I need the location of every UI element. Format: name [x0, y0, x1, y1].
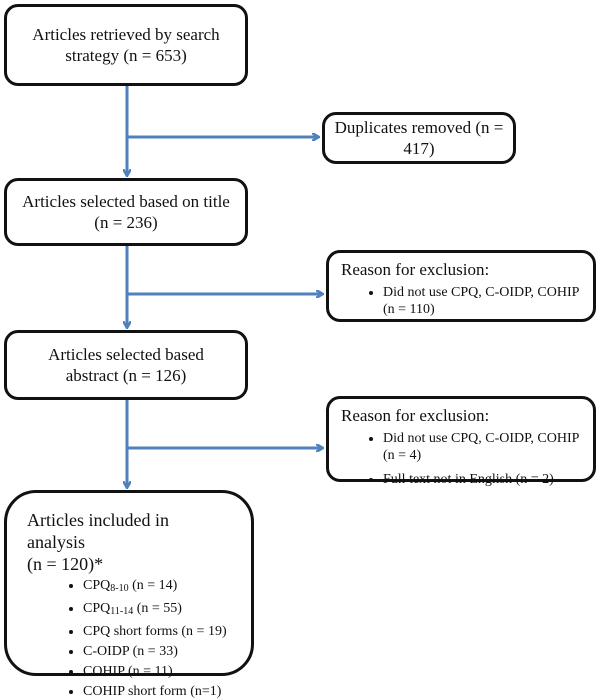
- box-text: Articles selected based on title: [22, 192, 230, 211]
- box-abstract: [4, 330, 248, 400]
- exclusion-item: • Full text not in English (n = 2): [383, 471, 581, 488]
- included-item: [83, 643, 231, 660]
- included-heading: Articles included in analysis: [27, 510, 169, 552]
- item-text: C-OIDP (n = 33): [83, 644, 178, 659]
- included-list: [27, 577, 231, 700]
- item-text: CPQ short forms (n = 19): [83, 624, 227, 639]
- item-text: COHIP short form (n=1): [83, 684, 222, 699]
- exclusion-heading: Reason for exclusion:: [341, 260, 490, 279]
- included-item: [83, 623, 231, 640]
- item-subscript: 8-10: [110, 583, 129, 594]
- included-count: (n = 120)*: [27, 554, 104, 574]
- item-subscript: 11-14: [110, 606, 134, 617]
- exclusion-item: • Did not use CPQ, C-OIDP, COHIP (n = 4): [383, 430, 581, 464]
- item-text: CPQ: [83, 578, 111, 593]
- item-text: COHIP (n = 11): [83, 664, 173, 679]
- box-text: abstract (n = 126): [65, 366, 187, 385]
- box-text: strategy (n = 653): [65, 46, 187, 65]
- box-duplicates: [322, 112, 516, 164]
- box-included: [4, 490, 254, 699]
- included-item: [83, 600, 231, 620]
- box-title: [4, 178, 248, 246]
- item-count: (n = 55): [133, 601, 182, 616]
- item-text: CPQ: [83, 601, 111, 616]
- included-item: [83, 663, 231, 680]
- included-item: [83, 577, 231, 597]
- box-text: Articles selected based: [48, 345, 204, 364]
- box-retrieved: [4, 4, 248, 86]
- box-exclusion2: [326, 396, 596, 487]
- item-count: (n = 14): [128, 578, 178, 593]
- exclusion-item: • Did not use CPQ, C-OIDP, COHIP (n = 110): [383, 284, 581, 318]
- included-item: [83, 683, 231, 700]
- exclusion-heading: Reason for exclusion:: [341, 406, 490, 425]
- box-text: Duplicates removed (n = 417): [334, 118, 504, 158]
- box-text: Articles retrieved by search: [32, 25, 220, 44]
- box-text: (n = 236): [94, 213, 158, 232]
- box-exclusion1: [326, 250, 596, 322]
